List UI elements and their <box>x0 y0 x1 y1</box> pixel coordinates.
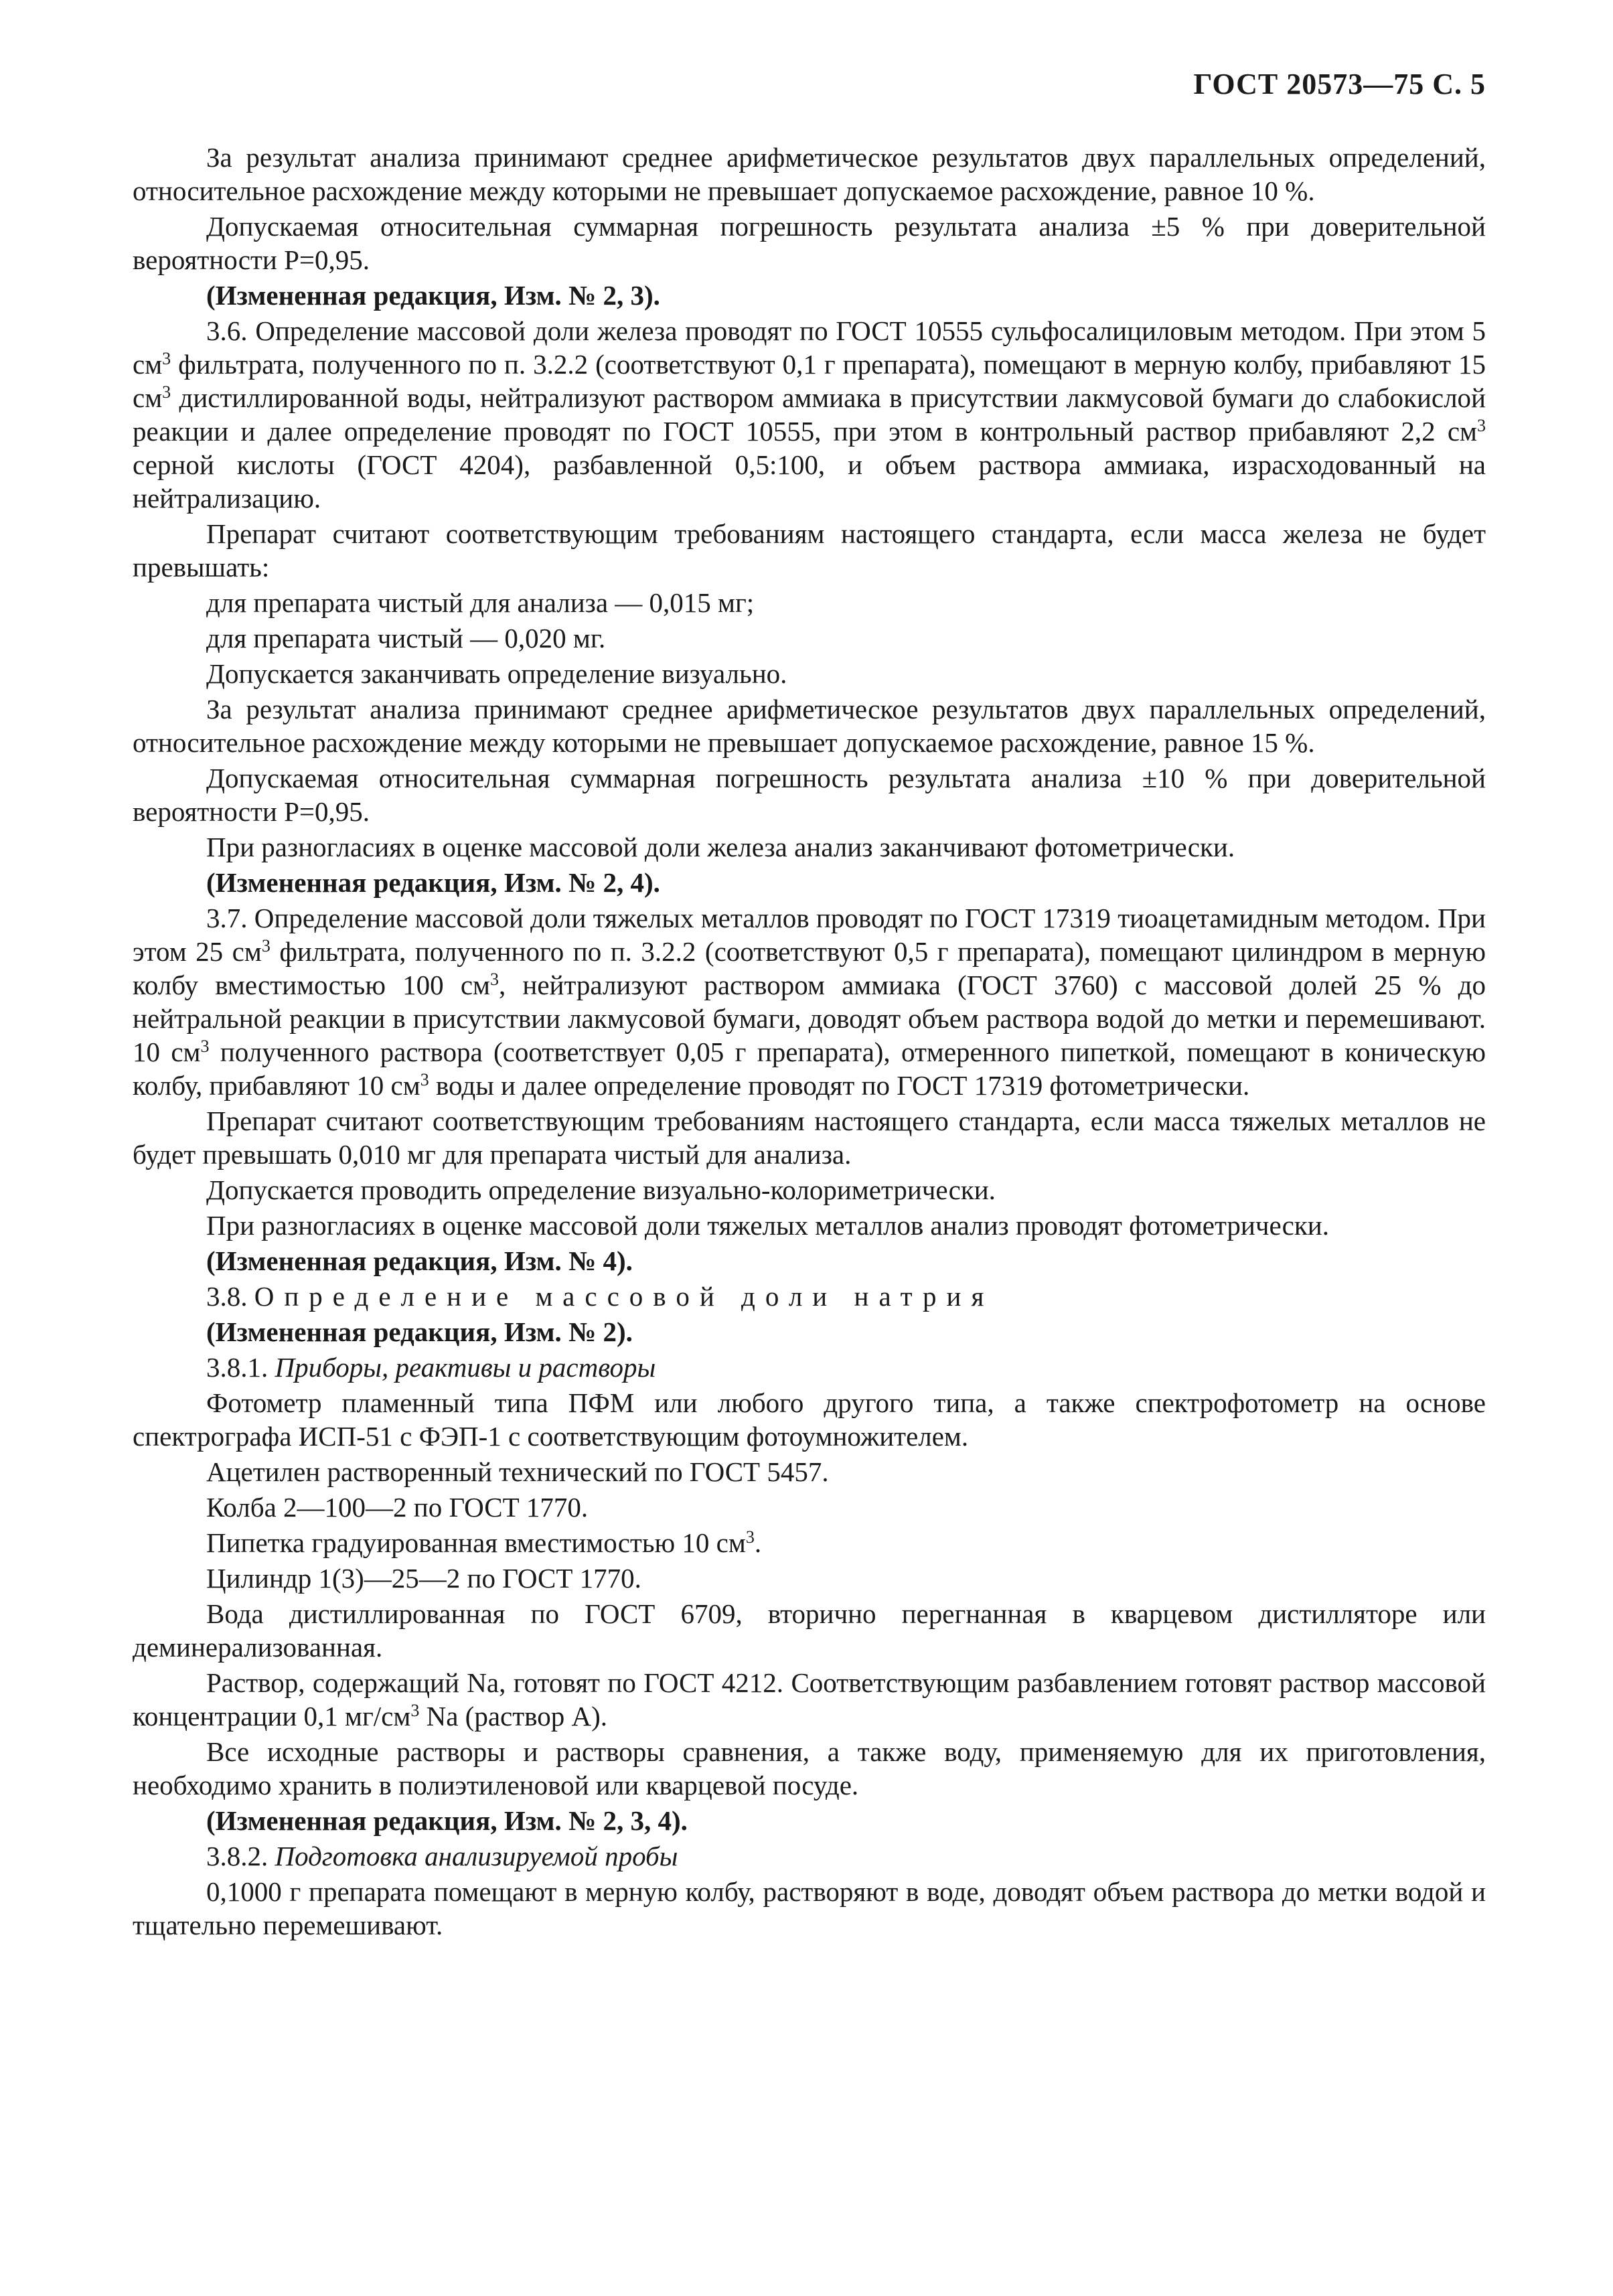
paragraph: Препарат считают соответствующим требованиям настоящего стандарта, если масса тяжелых металлов не будет превышать 0,010 мг для препарата чистый для анализа. <box>133 1105 1486 1170</box>
section-title: Приборы, реактивы и растворы <box>275 1352 656 1383</box>
paragraph: Фотометр пламенный типа ПФМ или любого другого типа, а также спектрофотометр на основе спектрографа ИСП-51 с ФЭП-1 с соответствующим фотоумножителем. <box>133 1387 1486 1452</box>
running-header: ГОСТ 20573—75 С. 5 <box>1193 68 1486 100</box>
paragraph: (Измененная редакция, Изм. № 2, 3, 4). <box>206 1805 688 1836</box>
paragraph: Раствор, содержащий Na, готовят по ГОСТ 4212. Соответствующим разбавлением готовят раствор массовой концентрации 0,1 $мг/см^3$ Na (раствор А). <box>133 1667 1486 1732</box>
paragraph: Допускается проводить определение визуально-колориметрически. <box>206 1174 996 1205</box>
paragraph: Допускается заканчивать определение визуально. <box>206 658 787 689</box>
paragraph: 0,1000 г препарата помещают в мерную колбу, растворяют в воде, доводят объем раствора до метки водой и тщательно перемешивают. <box>133 1876 1486 1940</box>
paragraph: Ацетилен растворенный технический по ГОСТ 5457. <box>206 1456 829 1487</box>
paragraph <box>133 1839 1486 1873</box>
section-number: 3.8.1. <box>206 1352 275 1383</box>
paragraph: (Измененная редакция, Изм. № 2). <box>206 1316 633 1347</box>
paragraph: Препарат считают соответствующим требованиям настоящего стандарта, если масса железа не будет превышать: <box>133 518 1486 583</box>
paragraph: За результат анализа принимают среднее арифметическое результатов двух параллельных определений, относительное расхождение между которыми не превышает допускаемое расхождение, равное 15 %. <box>133 694 1486 758</box>
paragraph: 3.7. Определение массовой доли тяжелых металлов проводят по ГОСТ 17319 тиоацетамидным методом. При этом 25 $см^3$ фильтрата, полученного по п. 3.2.2 (соответствуют 0,5 г препарата), помещают цилиндром в мерную колбу вместимостью 100 $см^3$, нейтрализуют раствором аммиака (ГОСТ 3760) с массовой долей 25 % до нейтральной реакции в присутствии лакмусовой бумаги, доводят объем раствора водой до метки и перемешивают. 10 $см^3$ полученного раствора (соответствует 0,05 г препарата), отмеренного пипеткой, помещают в коническую колбу, прибавляют 10 $см^3$ воды и далее определение проводят по ГОСТ 17319 фотометрически. <box>133 903 1486 1101</box>
paragraph: Цилиндр 1(3)—25—2 по ГОСТ 1770. <box>206 1563 641 1594</box>
paragraph: Допускаемая относительная суммарная погрешность результата анализа ±10 % при доверительной вероятности Р=0,95. <box>133 763 1486 827</box>
paragraph: 3.6. Определение массовой доли железа проводят по ГОСТ 10555 сульфосалициловым методом. При этом 5 $см^3$ фильтрата, полученного по п. 3.2.2 (соответствуют 0,1 г препарата), помещают в мерную колбу, прибавляют 15 $см^3$ дистиллированной воды, нейтрализуют раствором аммиака в присутствии лакмусовой бумаги до слабокислой реакции и далее определение проводят по ГОСТ 10555, при этом в контрольный раствор прибавляют 2,2 $см^3$ серной кислоты (ГОСТ 4204), разбавленной 0,5:100, и объем раствора аммиака, израсходованный на нейтрализацию. <box>133 315 1486 514</box>
paragraph: Пипетка градуированная вместимостью 10 $см^3$. <box>206 1527 762 1558</box>
paragraph: (Измененная редакция, Изм. № 2, 3). <box>206 280 660 311</box>
document-body <box>133 141 1486 1942</box>
section-title: Определение массовой доли натрия <box>254 1281 994 1312</box>
paragraph: За результат анализа принимают среднее арифметическое результатов двух параллельных определений, относительное расхождение между которыми не превышает допускаемое расхождение, равное 10 %. <box>133 142 1486 206</box>
paragraph: (Измененная редакция, Изм. № 2, 4). <box>206 867 660 898</box>
paragraph: (Измененная редакция, Изм. № 4). <box>206 1245 633 1276</box>
paragraph <box>133 1280 1486 1313</box>
paragraph: Колба 2—100—2 по ГОСТ 1770. <box>206 1492 589 1523</box>
section-number: 3.8.2. <box>206 1841 275 1871</box>
section-title: Подготовка анализируемой пробы <box>275 1841 678 1871</box>
paragraph: При разногласиях в оценке массовой доли железа анализ заканчивают фотометрически. <box>206 832 1235 862</box>
paragraph: Все исходные растворы и растворы сравнения, а также воду, применяемую для их приготовления, необходимо хранить в полиэтиленовой или кварцевой посуде. <box>133 1736 1486 1801</box>
paragraph: Допускаемая относительная суммарная погрешность результата анализа ±5 % при доверительной вероятности Р=0,95. <box>133 211 1486 275</box>
paragraph: для препарата чистый для анализа — 0,015 мг; <box>206 587 755 618</box>
paragraph <box>133 1351 1486 1384</box>
paragraph: для препарата чистый — 0,020 мг. <box>206 623 606 654</box>
paragraph: Вода дистиллированная по ГОСТ 6709, вторично перегнанная в кварцевом дистилляторе или деминерализованная. <box>133 1598 1486 1663</box>
paragraph: При разногласиях в оценке массовой доли тяжелых металлов анализ проводят фотометрически. <box>206 1210 1329 1241</box>
section-number: 3.8. <box>206 1281 254 1312</box>
